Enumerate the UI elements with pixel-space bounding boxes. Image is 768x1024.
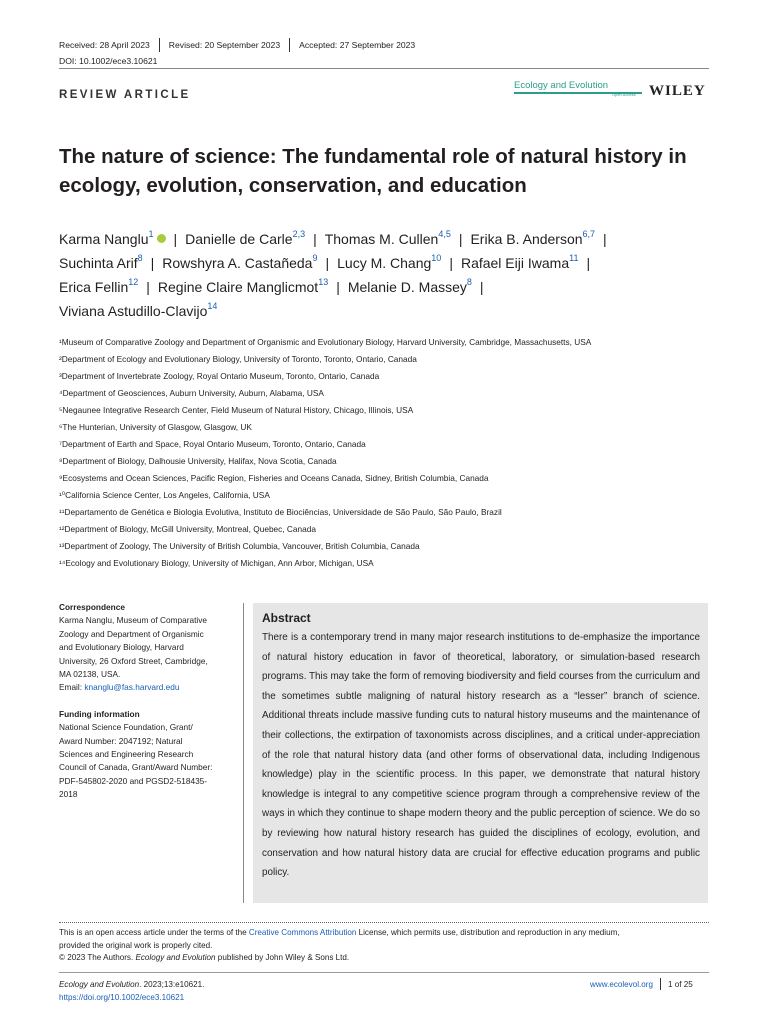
affiliation: ⁵Negaunee Integrative Research Center, Field Museum of Natural History, Chicago, Illinois, USA	[59, 405, 414, 415]
divider	[660, 978, 661, 990]
copyright-text: published by John Wiley & Sons Ltd.	[215, 953, 350, 962]
author-affiliation-ref[interactable]: 6,7	[582, 229, 596, 239]
affiliation: ⁴Department of Geosciences, Auburn University, Auburn, Alabama, USA	[59, 388, 324, 398]
affiliation: ¹⁰California Science Center, Los Angeles, California, USA	[59, 490, 270, 500]
author-name[interactable]: Regine Claire Manglicmot	[157, 279, 319, 295]
publisher-logo[interactable]: WILEY	[649, 83, 706, 99]
funding-line: Award Number: 2047192; Natural	[59, 735, 183, 746]
footer-right	[590, 978, 693, 990]
affiliation: ²Department of Ecology and Evolutionary Biology, University of Toronto, Toronto, Ontario, Canada	[59, 354, 417, 364]
funding-line: Council of Canada, Grant/Award Number:	[59, 762, 213, 773]
author-affiliation-ref[interactable]: 11	[569, 253, 579, 263]
orcid-icon[interactable]	[157, 234, 166, 243]
article-doi: DOI: 10.1002/ece3.10621	[59, 56, 158, 66]
column-divider	[243, 603, 244, 903]
funding-heading: Funding information	[59, 708, 140, 719]
copyright-text: © 2023 The Authors.	[59, 953, 136, 962]
author-affiliation-ref[interactable]: 8	[137, 253, 143, 263]
article-dates	[59, 38, 415, 52]
correspondence-heading: Correspondence	[59, 602, 125, 612]
open-access-label: Open Access	[612, 92, 636, 97]
copyright-journal: Ecology and Evolution	[135, 953, 216, 962]
author-name[interactable]: Viviana Astudillo-Clavijo	[59, 303, 208, 319]
footer-rule	[59, 972, 709, 973]
footer-citation	[59, 978, 204, 1004]
author-affiliation-ref[interactable]: 4,5	[438, 229, 451, 239]
revised-date: Revised: 20 September 2023	[168, 40, 281, 50]
copyright-line	[59, 952, 719, 965]
affiliation: ¹⁴Ecology and Evolutionary Biology, University of Michigan, Ann Arbor, Michigan, USA	[59, 558, 374, 568]
funding-line: 2018	[59, 789, 78, 800]
author-name[interactable]: Rafael Eiji Iwama	[460, 255, 570, 271]
funding-line: PDF-545802-2020 and PGSD2-518435-	[59, 775, 208, 786]
affiliation-list	[59, 334, 739, 572]
correspondence-line: Karma Nanglu, Museum of Comparative	[59, 615, 208, 626]
abstract-heading: Abstract	[262, 611, 311, 625]
license-text: This is an open access article under the terms of the	[59, 928, 249, 937]
correspondence-line: Zoology and Department of Organismic	[59, 628, 204, 639]
author-affiliation-ref[interactable]: 9	[312, 253, 318, 263]
author-name[interactable]: Erika B. Anderson	[470, 231, 583, 247]
author-affiliation-ref[interactable]: 10	[431, 253, 442, 263]
correspondence-line: University, 26 Oxford Street, Cambridge,	[59, 655, 208, 666]
author-line: Suchinta Arif$^8$ | Rowshyra A. Castañeda$^9$ | Lucy M. Chang$^{10}$ | Rafael Eiji Iwama$^{11}$ |	[59, 253, 591, 271]
author-name[interactable]: Karma Nanglu	[59, 231, 149, 247]
email-link[interactable]: knanglu@fas.harvard.edu	[84, 682, 180, 693]
author-affiliation-ref[interactable]: 12	[128, 277, 139, 287]
journal-site-link[interactable]: www.ecolevol.org	[590, 979, 653, 989]
header-rule	[59, 68, 709, 69]
citation-line	[59, 978, 204, 991]
author-name[interactable]: Erica Fellin	[59, 279, 129, 295]
doi-link[interactable]: https://doi.org/10.1002/ece3.10621	[59, 993, 185, 1002]
abstract-text: There is a contemporary trend in many major research institutions to de-emphasize the importance of natural history education in favor of theoretical, laboratory, or simulation-based research programs. This may take the form of removing biodiversity and field courses from the curriculum and the sometimes subtle maligning of natural history research as a “lesser” branch of science. Additional threats include massive funding cuts to natural history museums and the maintenance of their collections, the extirpation of taxonomists across disciplines, and a critical under-appreciation of the role that natural history data (and other forms of observational data, including Indigenous knowledge) play in the scientific process. In this paper, we demonstrate that natural history knowledge is integral to any competitive science program through a comprehensive review of the ways in which they continue to shape modern theory and the public perception of science. We do so by reviewing how natural history research has guided the disciplines of ecology, evolution, and conservation and how natural history data are crucial for effective education programs and public policy.	[262, 632, 700, 879]
received-date: Received: 28 April 2023	[59, 40, 150, 50]
article-title: The nature of science: The fundamental role of natural history in ecology, evolution, conservation, and education	[59, 145, 687, 197]
author-line	[59, 299, 719, 323]
divider	[159, 38, 160, 52]
affiliation: ⁹Ecosystems and Ocean Sciences, Pacific Region, Fisheries and Oceans Canada, Sidney, British Columbia, Canada	[59, 473, 489, 483]
journal-logo[interactable]: Ecology and Evolution	[514, 80, 609, 91]
affiliation: ⁷Department of Earth and Space, Royal Ontario Museum, Toronto, Ontario, Canada	[59, 439, 366, 449]
author-name[interactable]: Thomas M. Cullen	[324, 231, 439, 247]
author-name[interactable]: Lucy M. Chang	[337, 255, 432, 271]
author-name[interactable]: Danielle de Carle	[185, 231, 293, 247]
citation-details: . 2023;13:e10621.	[139, 980, 205, 989]
license-line: provided the original work is properly cited.	[59, 940, 213, 950]
author-affiliation-ref[interactable]: 13	[318, 277, 329, 287]
sidebar-info	[59, 601, 239, 802]
correspondence-email-line	[59, 681, 239, 694]
author-line: Karma Nanglu$^1$ | Danielle de Carle$^{2,3}$ | Thomas M. Cullen$^{4,5}$ | Erika B. Anderson$^{6,7}$ |	[59, 229, 607, 247]
author-name[interactable]: Melanie D. Massey	[347, 279, 467, 295]
funding-line: Sciences and Engineering Research	[59, 749, 194, 760]
author-affiliation-ref[interactable]: 14	[207, 301, 218, 311]
email-label: Email:	[59, 682, 85, 693]
correspondence-line: and Evolutionary Biology, Harvard	[59, 642, 184, 653]
author-affiliation-ref[interactable]: 1	[148, 229, 154, 239]
license-notice	[59, 927, 719, 965]
affiliation: ¹Museum of Comparative Zoology and Department of Organismic and Evolutionary Biology, Harvard University, Cambridge, Massachusetts, USA	[59, 337, 592, 347]
author-affiliation-ref[interactable]: 8	[466, 277, 472, 287]
correspondence-line: MA 02138, USA.	[59, 669, 121, 680]
license-text: License, which permits use, distribution and reproduction in any medium,	[356, 928, 620, 937]
page-count: 1 of 25	[667, 979, 693, 989]
license-line	[59, 927, 719, 940]
author-name[interactable]: Rowshyra A. Castañeda	[162, 255, 313, 271]
author-name[interactable]: Suchinta Arif	[59, 255, 138, 271]
citation-journal: Ecology and Evolution	[59, 980, 140, 989]
affiliation: ³Department of Invertebrate Zoology, Royal Ontario Museum, Toronto, Ontario, Canada	[59, 371, 380, 381]
affiliation: ¹¹Departamento de Genética e Biologia Evolutiva, Instituto de Biociências, Universidade de São Paulo, São Paulo, Brazil	[59, 507, 502, 517]
affiliation: ¹²Department of Biology, McGill University, Montreal, Quebec, Canada	[59, 524, 316, 534]
author-line: Erica Fellin$^{12}$ | Regine Claire Manglicmot$^{13}$ | Melanie D. Massey$^8$ |	[59, 277, 484, 295]
affiliation: ¹³Department of Zoology, The University of British Columbia, Vancouver, British Columbia, Canada	[59, 541, 420, 551]
affiliation: ⁸Department of Biology, Dalhousie University, Halifax, Nova Scotia, Canada	[59, 456, 337, 466]
author-list	[59, 227, 719, 323]
accepted-date: Accepted: 27 September 2023	[299, 40, 416, 50]
license-link[interactable]: Creative Commons Attribution	[248, 928, 357, 937]
funding-line: National Science Foundation, Grant/	[59, 722, 193, 733]
divider	[289, 38, 290, 52]
affiliation: ⁶The Hunterian, University of Glasgow, Glasgow, UK	[59, 422, 252, 432]
author-affiliation-ref[interactable]: 2,3	[292, 229, 306, 239]
license-separator	[59, 922, 709, 923]
article-type: REVIEW ARTICLE	[59, 89, 191, 101]
